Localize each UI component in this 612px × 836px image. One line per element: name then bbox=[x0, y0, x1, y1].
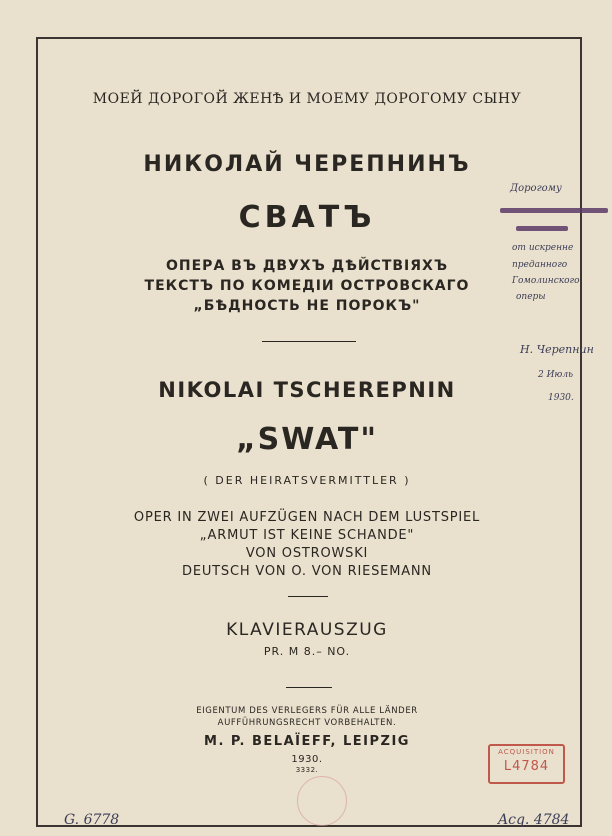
german-parenthetical: ( DER HEIRATSVERMITTLER ) bbox=[203, 474, 411, 487]
price: PR. M 8.– NO. bbox=[263, 645, 351, 658]
russian-subtitle-2: ТЕКСТЪ ПО КОМЕДIИ ОСТРОВСКАГО bbox=[144, 278, 470, 294]
publisher: M. P. BELAÏEFF, LEIPZIG bbox=[204, 734, 410, 749]
russian-subtitle-1: ОПЕРА ВЪ ДВУХЪ ДѢЙСТВIЯХЪ bbox=[166, 258, 448, 274]
handwriting-line-3: преданного bbox=[512, 260, 568, 270]
handwriting-line-2: от искренне bbox=[512, 243, 574, 253]
german-line-2: „ARMUT IST KEINE SCHANDE" bbox=[199, 528, 415, 543]
plate-number: 3332. bbox=[295, 766, 319, 774]
rights-line-1: EIGENTUM DES VERLEGERS FÜR ALLE LÄNDER bbox=[196, 706, 418, 716]
german-line-3: VON OSTROWSKI bbox=[245, 546, 369, 561]
divider-1 bbox=[262, 341, 356, 342]
strikethrough-1 bbox=[500, 208, 608, 213]
handwriting-line-5: оперы bbox=[516, 292, 546, 302]
german-line-1: OPER IN ZWEI AUFZÜGEN NACH DEM LUSTSPIEL bbox=[133, 510, 481, 525]
german-line-4: DEUTSCH VON O. VON RIESEMANN bbox=[182, 564, 432, 579]
stamp-label: ACQUISITION bbox=[498, 748, 555, 756]
strikethrough-2 bbox=[516, 226, 568, 231]
divider-3 bbox=[286, 687, 332, 688]
german-title: „SWAT" bbox=[235, 422, 379, 457]
handwritten-signature: Н. Черепнин bbox=[520, 343, 594, 356]
year: 1930. bbox=[291, 754, 323, 765]
handwriting-line-1: Дорогому bbox=[510, 183, 562, 194]
stamp-number: L4784 bbox=[503, 759, 550, 774]
rights-line-2: AUFFÜHRUNGSRECHT VORBEHALTEN. bbox=[217, 718, 397, 728]
library-seal-icon bbox=[297, 776, 347, 826]
russian-subtitle-3: „БѢДНОСТЬ НЕ ПОРОКЪ" bbox=[193, 298, 421, 314]
handwritten-date-1: 2 Июль bbox=[538, 370, 573, 380]
russian-composer: НИКОЛАЙ ЧЕРЕПНИНЪ bbox=[143, 152, 471, 177]
divider-2 bbox=[288, 596, 328, 597]
handwritten-shelfmark: G. 6778 bbox=[64, 812, 120, 828]
handwritten-accession: Acq. 4784 bbox=[498, 812, 570, 828]
handwritten-date-2: 1930. bbox=[548, 393, 574, 403]
handwriting-line-4: Гомолинского bbox=[512, 276, 580, 286]
russian-title: СВАТЪ bbox=[238, 200, 376, 235]
dedication: МОЕЙ ДОРОГОЙ ЖЕНѢ И МОЕМУ ДОРОГОМУ СЫНУ bbox=[92, 91, 522, 107]
german-composer: NIKOLAI TSCHEREPNIN bbox=[158, 378, 456, 402]
edition-type: KLAVIERAUSZUG bbox=[226, 620, 388, 640]
acquisition-stamp bbox=[488, 744, 565, 784]
